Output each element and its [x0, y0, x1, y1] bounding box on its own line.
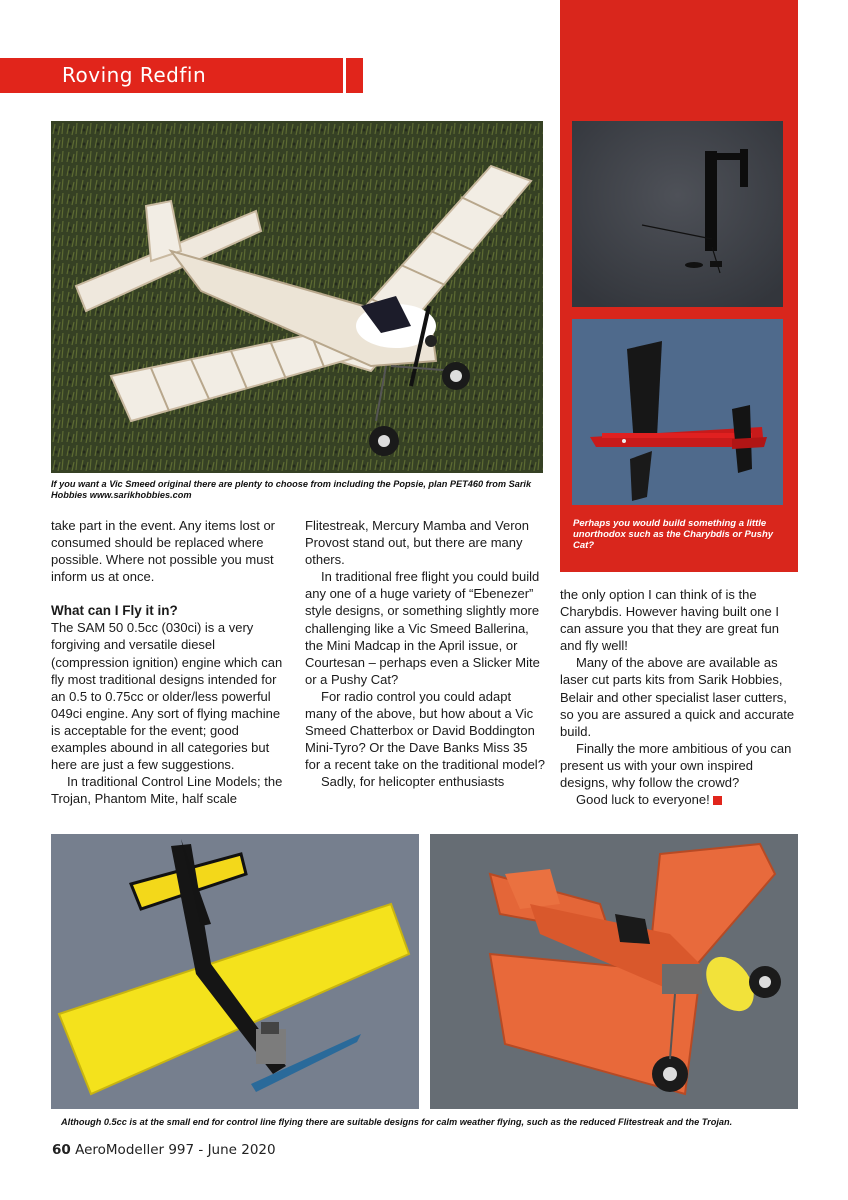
bottom-photos-caption: Although 0.5cc is at the small end for control line flying there are suitable designs for calm weather flying, such as the reduced Flitestreak and the Trojan. — [61, 1117, 733, 1127]
subheading: What can I Fly it in? — [51, 603, 178, 619]
main-photo — [51, 121, 543, 473]
section-title: Roving Redfin — [62, 63, 207, 87]
orange-trojan-model-icon — [430, 834, 798, 1109]
paragraph: Many of the above are available as laser cut parts kits from Sarik Hobbies, Belair and other specialist laser cutters, so you are assured a quick and accurate build. — [560, 655, 795, 739]
paragraph: take part in the event. Any items lost or consumed should be replaced where possible. Where not possible you must inform us at once. — [51, 518, 276, 585]
paragraph: In traditional free flight you could build any one of a huge variety of “Ebenezer” style designs, or something slightly more challenging like a Vic Smeed Ballerina, the Mini Madcap in the April issue, or Courtesan – perhaps even a Slicker Mite or a Pushy Cat? — [305, 569, 540, 687]
publication-info: AeroModeller 997 - June 2020 — [75, 1142, 276, 1158]
sidebar-caption: Perhaps you would build something a little unorthodox such as the Charybdis or Pushy Cat? — [573, 518, 774, 551]
yellow-control-line-model-icon — [51, 834, 419, 1109]
text-column-3 — [560, 586, 798, 808]
main-photo-caption: If you want a Vic Smeed original there are plenty to choose from including the Popsie, plan PET460 from Sarik Hobbies www.sarikhobbies.com — [51, 479, 532, 500]
sidebar-photo-charybdis — [572, 121, 783, 307]
sidebar-photo-pushy-cat — [572, 319, 783, 505]
paragraph: For radio control you could adapt many of the above, but how about a Vic Smeed Chatterbox or David Boddington Mini-Tyro? Or the Dave Banks Miss 35 for a recent take on the traditional model? — [305, 688, 545, 773]
end-mark-icon — [713, 796, 722, 805]
bottom-photo-right — [430, 834, 798, 1109]
paragraph: Sadly, for helicopter enthusiasts — [321, 774, 505, 790]
paragraph: the only option I can think of is the Charybdis. However having built one I can assure you that they are great fun and fly well! — [560, 587, 779, 654]
paragraph: The SAM 50 0.5cc (030ci) is a very forgiving and versatile diesel (compression ignition) engine which can fly most traditional designs intended for an 0.5 to 0.75cc or older/less powerful 049ci engine. Any sort of flying machine is acceptable for the event; good examples abound in all categories but here are just a few suggestions. — [51, 620, 283, 773]
header-tab — [346, 58, 363, 93]
bottom-photo-left — [51, 834, 419, 1109]
paragraph: Flitestreak, Mercury Mamba and Veron Provost stand out, but there are many others. — [305, 518, 529, 568]
balsa-framed-model-plane-on-grass-icon — [51, 121, 543, 473]
text-column-2 — [305, 517, 545, 791]
closing-paragraph — [560, 791, 798, 808]
paragraph: Finally the more ambitious of you can present us with your own inspired designs, why follow the crowd? — [560, 740, 792, 791]
paragraph: In traditional Control Line Models; the Trojan, Phantom Mite, half scale — [51, 774, 283, 807]
page-number: 60 — [52, 1142, 71, 1158]
page-footer — [52, 1142, 276, 1158]
charybdis-silhouette-icon — [572, 121, 783, 307]
closing-text: Good luck to everyone! — [576, 792, 710, 808]
text-column-1 — [51, 517, 289, 807]
pushy-cat-in-flight-icon — [572, 319, 783, 505]
